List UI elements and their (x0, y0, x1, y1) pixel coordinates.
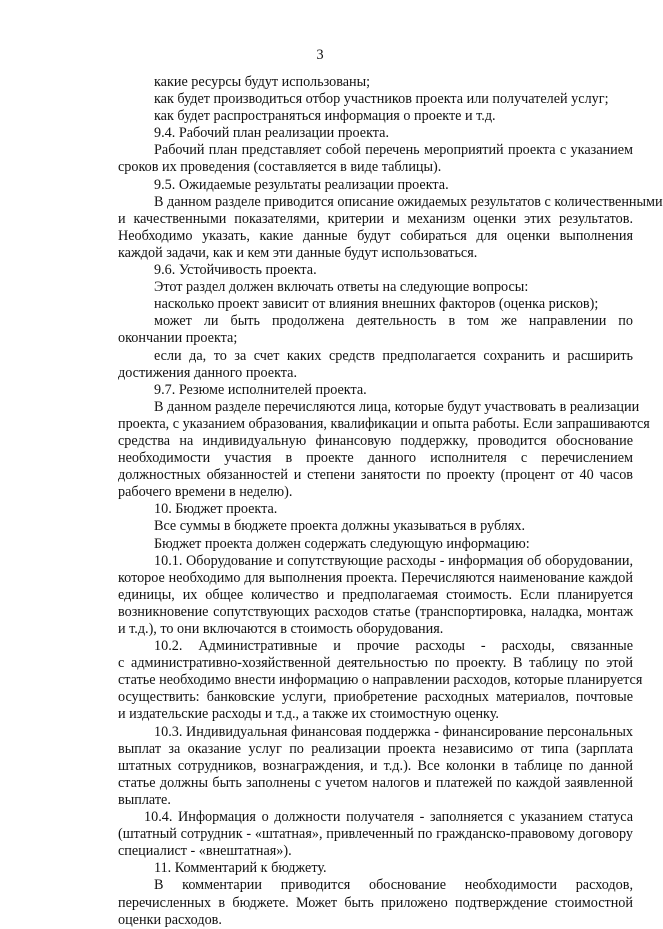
text-line: статье должны быть заполнены с учетом налогов и платежей по каждой заявленной (118, 774, 633, 791)
text-line: должностных обязанностей и степени занятости по проекту (процент от 40 часов (118, 467, 633, 484)
text-line: каждой задачи, как и кем эти данные будут использоваться. (118, 244, 478, 261)
text-line: если да, то за счет каких средств предполагается сохранить и расширить (154, 347, 633, 364)
text-line: штатных сотрудников, вознаграждения, и т.д.). Все колонки в таблице по данной (118, 757, 633, 774)
text-line: выплат за оказание услуг по реализации проекта независимо от типа (зарплата (118, 740, 633, 757)
text-line: Бюджет проекта должен содержать следующую информацию: (154, 535, 530, 552)
text-line: рабочего времени в неделю). (118, 484, 293, 501)
text-line: сроков их проведения (составляется в виде таблицы). (118, 159, 442, 176)
text-line: 10. Бюджет проекта. (154, 501, 278, 518)
text-line: выплате. (118, 791, 171, 808)
text-line: окончании проекта; (118, 330, 238, 347)
text-line: осуществить: банковские услуги, приобретение расходных материалов, почтовые (118, 689, 633, 706)
text-line: средства на индивидуальную финансовую поддержку, проводится обоснование (118, 432, 633, 449)
text-line: насколько проект зависит от влияния внешних факторов (оценка рисков); (154, 296, 599, 313)
text-line: 9.7. Резюме исполнителей проекта. (154, 381, 367, 398)
text-line: Рабочий план представляет собой перечень мероприятий проекта с указанием (154, 142, 633, 159)
text-line: 9.4. Рабочий план реализации проекта. (154, 125, 389, 142)
text-line: 10.2. Административные и прочие расходы - расходы, связанные (154, 638, 633, 655)
text-line: Все суммы в бюджете проекта должны указываться в рублях. (154, 518, 526, 535)
text-line: может ли быть продолжена деятельность в том же направлении по (154, 313, 633, 330)
page-number: 3 (316, 47, 324, 63)
text-line: с административно-хозяйственной деятельностью по проекту. В таблицу по этой (118, 655, 633, 672)
text-line: и издательские расходы и т.д., а также их стоимостную оценку. (118, 706, 499, 723)
text-line: 11. Комментарий к бюджету. (154, 860, 327, 877)
text-line: 9.5. Ожидаемые результаты реализации проекта. (154, 176, 449, 193)
text-line: какие ресурсы будут использованы; (154, 74, 371, 90)
text-line: (штатный сотрудник - «штатная», привлеченный по гражданско-правовому договору (118, 826, 633, 843)
document-body (118, 74, 663, 929)
text-line: возникновение сопутствующих расходов статье (транспортировка, наладка, монтаж (118, 603, 633, 620)
text-line: и т.д.), то они включаются в стоимость оборудования. (118, 621, 444, 637)
text-line: достижения данного проекта. (118, 364, 297, 381)
text-line: оценки расходов. (118, 911, 222, 928)
text-line: Этот раздел должен включать ответы на следующие вопросы: (154, 279, 529, 296)
text-line: 10.4. Информация о должности получателя - заполняется с указанием статуса (144, 809, 633, 826)
text-line: 10.3. Индивидуальная финансовая поддержка - финансирование персональных (154, 723, 633, 740)
text-line: как будет распространяться информация о проекте и т.д. (154, 108, 496, 125)
text-line: В данном разделе приводится описание ожидаемых результатов с количественными (154, 193, 663, 210)
text-line: которое необходимо для выполнения проекта. Перечисляются наименование каждой (118, 569, 633, 586)
text-line: В комментарии приводится обоснование необходимости расходов, (154, 877, 633, 894)
text-line: 9.6. Устойчивость проекта. (154, 262, 317, 279)
text-line: и качественными показателями, критерии и механизм оценки этих результатов. (118, 210, 633, 227)
text-line: В данном разделе перечисляются лица, которые будут участвовать в реализации (154, 398, 640, 415)
text-line: единицы, их общее количество и предполагаемая стоимость. Если планируется (118, 586, 633, 603)
text-line: как будет производиться отбор участников проекта или получателей услуг; (154, 91, 609, 108)
text-line: специалист - «внештатная»). (118, 843, 292, 860)
text-line: необходимости участия в проекте данного исполнителя с перечислением (118, 450, 633, 467)
text-line: Необходимо указать, какие данные будут собираться для оценки выполнения (118, 227, 633, 244)
text-line: проекта, с указанием образования, квалификации и опыта работы. Если запрашиваются (118, 415, 650, 432)
text-line: статье необходимо внести информацию о направлении расходов, которые планируется (118, 672, 643, 689)
text-line: 10.1. Оборудование и сопутствующие расходы - информация об оборудовании, (154, 552, 633, 569)
text-line: перечисленных в бюджете. Может быть приложено подтверждение стоимостной (118, 894, 633, 911)
